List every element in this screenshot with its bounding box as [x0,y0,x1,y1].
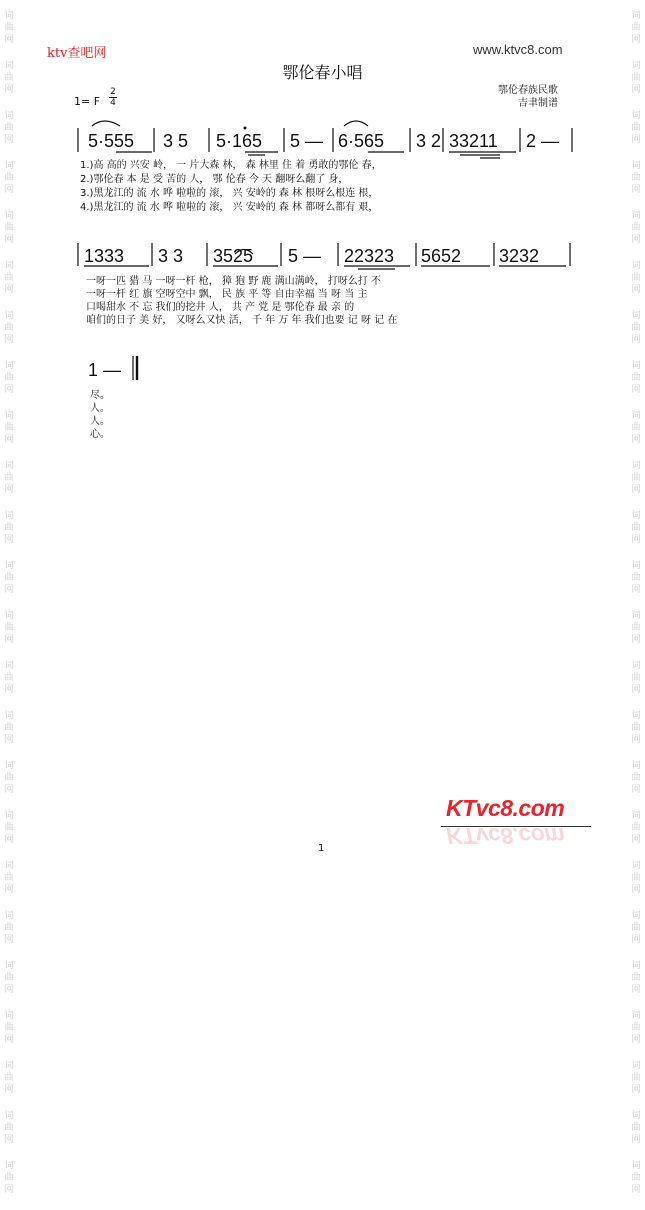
watermark-char: 词 [4,411,14,421]
watermark-gap [629,1196,643,1210]
watermark-char: 曲 [4,1123,14,1133]
site-logo[interactable]: ktv查吧网 [47,46,107,61]
watermark-char: 词 [4,511,14,521]
watermark-char: 曲 [4,523,14,533]
note-group: 3 2 [416,131,442,151]
note-group: 5·165 [216,131,263,151]
brand-logo[interactable]: KTvc8.com [446,795,565,821]
watermark-char: 网 [631,535,641,545]
watermark-char: 曲 [631,723,641,733]
watermark-gap [2,1046,16,1060]
watermark-char: 曲 [4,23,14,33]
watermark-char: 词 [4,261,14,271]
watermark-char: 曲 [4,623,14,633]
watermark-char: 曲 [4,1173,14,1183]
watermark-gap [2,996,16,1010]
note-group: 6·565 [338,131,385,151]
watermark-char: 词 [631,1061,641,1071]
watermark-char: 曲 [631,123,641,133]
watermark-char: 曲 [631,923,641,933]
watermark-char: 曲 [631,173,641,183]
watermark-char: 曲 [4,473,14,483]
watermark-gap [629,946,643,960]
watermark-char: 网 [631,885,641,895]
watermark-char: 网 [631,785,641,795]
watermark-char: 网 [4,935,14,945]
credit-origin: 鄂伦春族民歌 [498,85,558,96]
brand-logo-reflection: KTvc8.com [446,823,565,849]
watermark-char: 词 [4,761,14,771]
watermark-char: 网 [631,1135,641,1145]
watermark-char: 词 [4,1161,14,1171]
watermark-char: 曲 [4,1073,14,1083]
watermark-char: 曲 [4,923,14,933]
watermark-char: 网 [4,85,14,95]
watermark-gap [2,1196,16,1210]
watermark-char: 网 [4,1135,14,1145]
watermark-char: 词 [631,11,641,21]
lyric-line: 尽。 [90,390,110,401]
watermark-char: 网 [4,235,14,245]
watermark-char: 网 [631,35,641,45]
watermark-char: 词 [4,661,14,671]
watermark-char: 词 [4,611,14,621]
watermark-char: 曲 [4,1023,14,1033]
watermark-char: 网 [4,835,14,845]
watermark-char: 词 [631,1011,641,1021]
watermark-char: 曲 [631,423,641,433]
watermark-char: 网 [4,735,14,745]
watermark-char: 网 [4,885,14,895]
lyric-line: 1.)高 高的 兴安 岭， 一 片大森 林， 森 林里 住 着 勇敢的鄂伦 春， [80,160,382,171]
watermark-char: 词 [631,1111,641,1121]
watermark-char: 词 [4,1111,14,1121]
watermark-char: 网 [631,985,641,995]
watermark-char: 词 [631,261,641,271]
watermark-char: 词 [4,1011,14,1021]
watermark-char: 词 [4,711,14,721]
watermark-char: 网 [4,285,14,295]
watermark-char: 词 [631,161,641,171]
watermark-char: 词 [631,211,641,221]
watermark-char: 词 [631,761,641,771]
watermark-char: 网 [4,185,14,195]
watermark-char: 词 [631,711,641,721]
watermark-char: 词 [4,111,14,121]
watermark-char: 网 [4,385,14,395]
watermark-char: 曲 [631,1173,641,1183]
watermark-char: 曲 [4,573,14,583]
watermark-char: 曲 [631,773,641,783]
watermark-char: 曲 [4,673,14,683]
watermark-char: 网 [631,835,641,845]
watermark-char: 曲 [631,323,641,333]
lyric-line: 咱们的日子 美 好， 又呀么又快 活， 千 年 万 年 我们也要 记 呀 记 在 [86,315,398,326]
watermark-char: 词 [631,1161,641,1171]
watermark-char: 词 [631,111,641,121]
note-group: 3 3 [158,246,184,266]
note-group: 2 — [526,131,560,151]
watermark-char: 网 [4,35,14,45]
watermark-char: 词 [4,161,14,171]
note-group: 3525 [213,246,254,266]
watermark-char: 词 [4,461,14,471]
watermark-char: 网 [4,535,14,545]
watermark-char: 曲 [4,123,14,133]
watermark-char: 词 [631,561,641,571]
watermark-char: 网 [4,485,14,495]
watermark-char: 曲 [4,773,14,783]
watermark-char: 曲 [4,723,14,733]
watermark-char: 曲 [4,323,14,333]
watermark-char: 网 [631,285,641,295]
watermark-char: 曲 [631,523,641,533]
watermark-char: 网 [4,1035,14,1045]
watermark-char: 词 [631,611,641,621]
watermark-char: 词 [4,361,14,371]
watermark-char: 曲 [631,973,641,983]
watermark-char: 词 [4,311,14,321]
watermark-char: 曲 [631,73,641,83]
note-group: 5 — [290,131,324,151]
watermark-char: 网 [631,235,641,245]
watermark-char: 词 [631,511,641,521]
watermark-char: 曲 [4,73,14,83]
watermark-char: 曲 [631,823,641,833]
footer-divider [441,826,591,827]
watermark-char: 曲 [631,23,641,33]
time-top: 2 [110,87,116,97]
watermark-gap [2,1096,16,1110]
watermark-char: 网 [631,635,641,645]
watermark-char: 词 [631,311,641,321]
lyric-line: 4.)黑龙江的 流 水 哗 啦啦的 滚， 兴 安岭的 森 林 都呀么都有 艰， [80,202,379,213]
watermark-char: 曲 [631,573,641,583]
lyric-line: 一呀一杆 红 旗 空呀空中 飘， 民 族 平 等 自由幸福 当 呀 当 主 [86,289,368,300]
watermark-char: 网 [631,335,641,345]
watermark-char: 曲 [4,973,14,983]
watermark-char: 网 [631,135,641,145]
watermark-gap [2,946,16,960]
watermark-char: 曲 [631,873,641,883]
watermark-char: 网 [4,1185,14,1195]
watermark-char: 词 [631,811,641,821]
watermark-char: 曲 [631,1073,641,1083]
watermark-char: 曲 [4,173,14,183]
watermark-char: 网 [631,435,641,445]
watermark-char: 网 [631,585,641,595]
watermark-char: 词 [631,361,641,371]
watermark-char: 曲 [4,423,14,433]
watermark-char: 词 [631,911,641,921]
watermark-char: 曲 [4,823,14,833]
watermark-char: 词 [631,961,641,971]
site-url[interactable]: www.ktvc8.com [473,42,563,57]
watermark-char: 曲 [631,673,641,683]
watermark-char: 词 [4,61,14,71]
note-group: 33211 [449,131,498,151]
watermark-char: 词 [4,1061,14,1071]
watermark-char: 曲 [4,373,14,383]
watermark-char: 曲 [631,223,641,233]
watermark-char: 网 [4,135,14,145]
watermark-char: 网 [4,785,14,795]
song-title: 鄂伦春小唱 [282,63,363,82]
watermark-char: 网 [4,1085,14,1095]
watermark-gap [629,996,643,1010]
time-bottom: 4 [110,98,116,108]
watermark-char: 词 [4,11,14,21]
watermark-char: 网 [631,1035,641,1045]
watermark-char: 曲 [4,273,14,283]
watermark-char: 词 [4,811,14,821]
watermark-char: 词 [631,411,641,421]
watermark-char: 词 [4,561,14,571]
watermark-char: 曲 [4,873,14,883]
watermark-char: 曲 [631,1123,641,1133]
watermark-char: 网 [631,685,641,695]
note-group: 3 5 [163,131,189,151]
watermark-char: 曲 [631,1023,641,1033]
watermark-char: 网 [4,435,14,445]
note-group: 3232 [499,246,540,266]
watermark-char: 曲 [4,223,14,233]
lyric-line: 一呀一匹 猎 马 一呀一杆 枪， 獐 狍 野 鹿 满山满岭， 打呀么打 不 [86,276,381,287]
watermark-char: 词 [631,661,641,671]
watermark-char: 词 [4,211,14,221]
watermark-char: 词 [4,911,14,921]
watermark-char: 网 [631,1185,641,1195]
watermark-gap [629,1146,643,1160]
watermark-char: 曲 [631,473,641,483]
note-group: 1 — [88,360,122,380]
watermark-char: 网 [4,335,14,345]
watermark-char: 曲 [631,273,641,283]
watermark-char: 网 [631,85,641,95]
watermark-char: 词 [4,861,14,871]
watermark-char: 词 [631,861,641,871]
watermark-gap [629,1096,643,1110]
note-group: 5652 [421,246,462,266]
watermark-char: 词 [4,961,14,971]
watermark-gap [2,1146,16,1160]
lyric-line: 2.)鄂伦春 本 是 受 苦的 人， 鄂 伦春 今 天 翻呀么翻了 身， [80,174,349,185]
note-group: 5·555 [88,131,135,151]
watermark-char: 网 [4,685,14,695]
key-signature: 1= F [74,95,101,108]
watermark-gap [629,1046,643,1060]
watermark-char: 网 [631,185,641,195]
note-group: 22323 [344,246,395,266]
watermark-char: 网 [4,985,14,995]
watermark-char: 网 [4,635,14,645]
watermark-gap [629,896,643,910]
watermark-gap [2,896,16,910]
watermark-char: 曲 [631,623,641,633]
watermark-char: 网 [631,1085,641,1095]
lyric-line: 人。 [90,416,110,427]
lyric-line: 心。 [90,429,110,440]
watermark-char: 词 [631,461,641,471]
lyric-line: 3.)黑龙江的 流 水 哗 啦啦的 滚， 兴 安岭的 森 林 根呀么根连 根， [80,188,379,199]
watermark-char: 词 [631,61,641,71]
lyric-line: 人。 [90,403,110,414]
watermark-char: 网 [631,735,641,745]
credit-arranger: 吉聿制谱 [518,98,558,109]
note-group: 5 — [288,246,322,266]
page-number: 1 [318,843,325,854]
watermark-char: 网 [631,385,641,395]
lyric-line: 口喝甜水 不 忘 我们的挖井 人， 共 产 党 是 鄂伦春 最 亲 的 [86,302,355,313]
note-group: 1333 [84,246,125,266]
watermark-char: 网 [4,585,14,595]
watermark-char: 网 [631,935,641,945]
watermark-char: 曲 [631,373,641,383]
watermark-char: 网 [631,485,641,495]
